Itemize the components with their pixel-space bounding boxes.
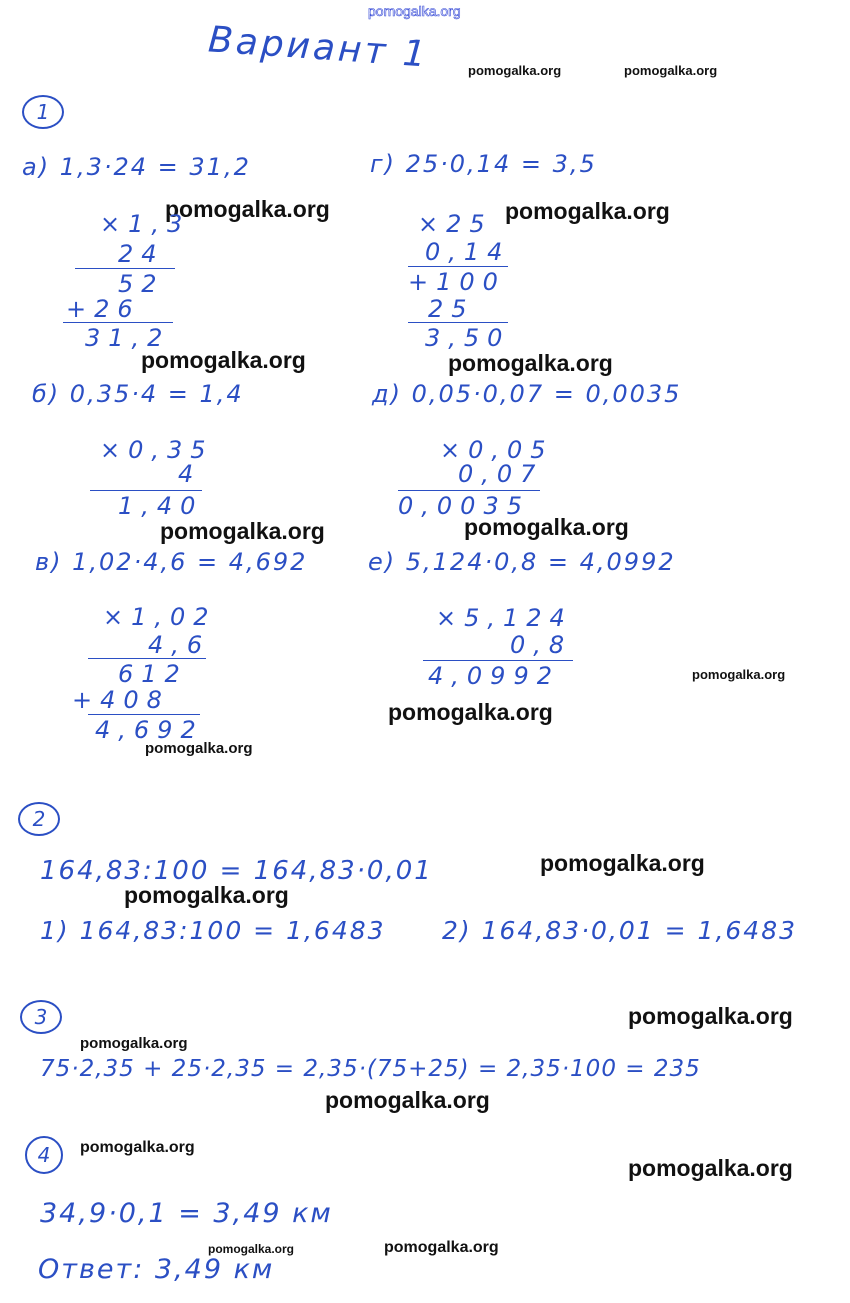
watermark: pomogalka.org: [540, 850, 705, 876]
watermark: pomogalka.org: [464, 514, 629, 540]
task-number-2: 2: [18, 802, 60, 836]
watermark: pomogalka.org: [145, 740, 253, 757]
calc-v-row: 612: [118, 660, 188, 688]
task2-line2a: 1) 164,83:100 = 1,6483: [40, 916, 386, 945]
calc-b-rule: [90, 490, 202, 491]
watermark: pomogalka.org: [692, 667, 786, 682]
watermark-top: pomogalka.org: [368, 3, 461, 19]
calc-g-rule: [408, 266, 508, 267]
calc-b-row: ×0,35: [100, 436, 214, 464]
task2-line2b: 2) 164,83·0,01 = 1,6483: [442, 916, 798, 945]
watermark: pomogalka.org: [628, 1155, 793, 1181]
watermark: pomogalka.org: [124, 882, 289, 908]
calc-a-row: 31,2: [85, 324, 171, 352]
task1-b-expression: б) 0,35·4 = 1,4: [32, 380, 244, 408]
task1-e-expression: е) 5,124·0,8 = 4,0992: [368, 548, 676, 576]
calc-d-row: 0,07: [458, 460, 544, 488]
watermark: pomogalka.org: [468, 63, 562, 78]
task1-d-expression: д) 0,05·0,07 = 0,0035: [372, 380, 682, 408]
calc-e-row: 4,0992: [428, 662, 560, 690]
calc-g-row: ×25: [418, 210, 493, 238]
watermark: pomogalka.org: [141, 347, 306, 373]
calc-v-row: ×1,02: [103, 603, 217, 631]
calc-d-row: 0,0035: [398, 492, 530, 520]
task2-line1: 164,83:100 = 164,83·0,01: [40, 856, 433, 886]
watermark: pomogalka.org: [505, 198, 670, 224]
watermark: pomogalka.org: [160, 518, 325, 544]
watermark: pomogalka.org: [384, 1239, 499, 1256]
calc-v-row: 4,6: [148, 631, 211, 659]
task1-v-expression: в) 1,02·4,6 = 4,692: [35, 548, 308, 576]
calc-e-rule: [423, 660, 573, 661]
calc-a-rule: [63, 322, 173, 323]
task-number-1: 1: [22, 95, 64, 129]
calc-g-rule: [408, 322, 508, 323]
page-title: Вариант 1: [206, 19, 431, 76]
calc-v-row: 4,692: [95, 716, 204, 744]
calc-a-rule: [75, 268, 175, 269]
calc-d-row: ×0,05: [440, 436, 554, 464]
calc-a-row: ×1,3: [100, 210, 191, 238]
watermark: pomogalka.org: [448, 350, 613, 376]
calc-a-row: +26: [66, 295, 141, 323]
calc-b-row: 4: [178, 460, 202, 488]
watermark: pomogalka.org: [388, 699, 553, 725]
task4-answer: Ответ: 3,49 км: [38, 1254, 275, 1285]
calc-g-row: 3,50: [425, 324, 511, 352]
calc-g-row: +100: [408, 268, 506, 296]
task1-a-expression: а) 1,3·24 = 31,2: [22, 153, 251, 181]
watermark: pomogalka.org: [628, 1003, 793, 1029]
calc-e-row: 0,8: [510, 631, 573, 659]
calc-a-row: 52: [118, 270, 165, 298]
task1-g-expression: г) 25·0,14 = 3,5: [370, 150, 597, 178]
watermark: pomogalka.org: [624, 63, 718, 78]
calc-v-row: +408: [72, 686, 170, 714]
watermark: pomogalka.org: [165, 196, 330, 222]
watermark: pomogalka.org: [325, 1087, 490, 1113]
calc-g-row: 0,14: [425, 238, 511, 266]
watermark: pomogalka.org: [80, 1035, 188, 1052]
calc-e-row: ×5,124: [436, 604, 573, 632]
calc-d-rule: [398, 490, 540, 491]
calc-v-rule: [88, 714, 200, 715]
task-number-4: 4: [25, 1136, 63, 1174]
watermark: pomogalka.org: [80, 1139, 195, 1156]
task4-line: 34,9·0,1 = 3,49 км: [40, 1198, 333, 1229]
watermark: pomogalka.org: [208, 1242, 295, 1256]
task3-line: 75·2,35 + 25·2,35 = 2,35·(75+25) = 2,35·100 = 235: [40, 1056, 701, 1082]
calc-a-row: 24: [118, 240, 165, 268]
calc-b-row: 1,40: [118, 492, 204, 520]
calc-v-rule: [88, 658, 206, 659]
calc-g-row: 25: [428, 295, 475, 323]
task-number-3: 3: [20, 1000, 62, 1034]
